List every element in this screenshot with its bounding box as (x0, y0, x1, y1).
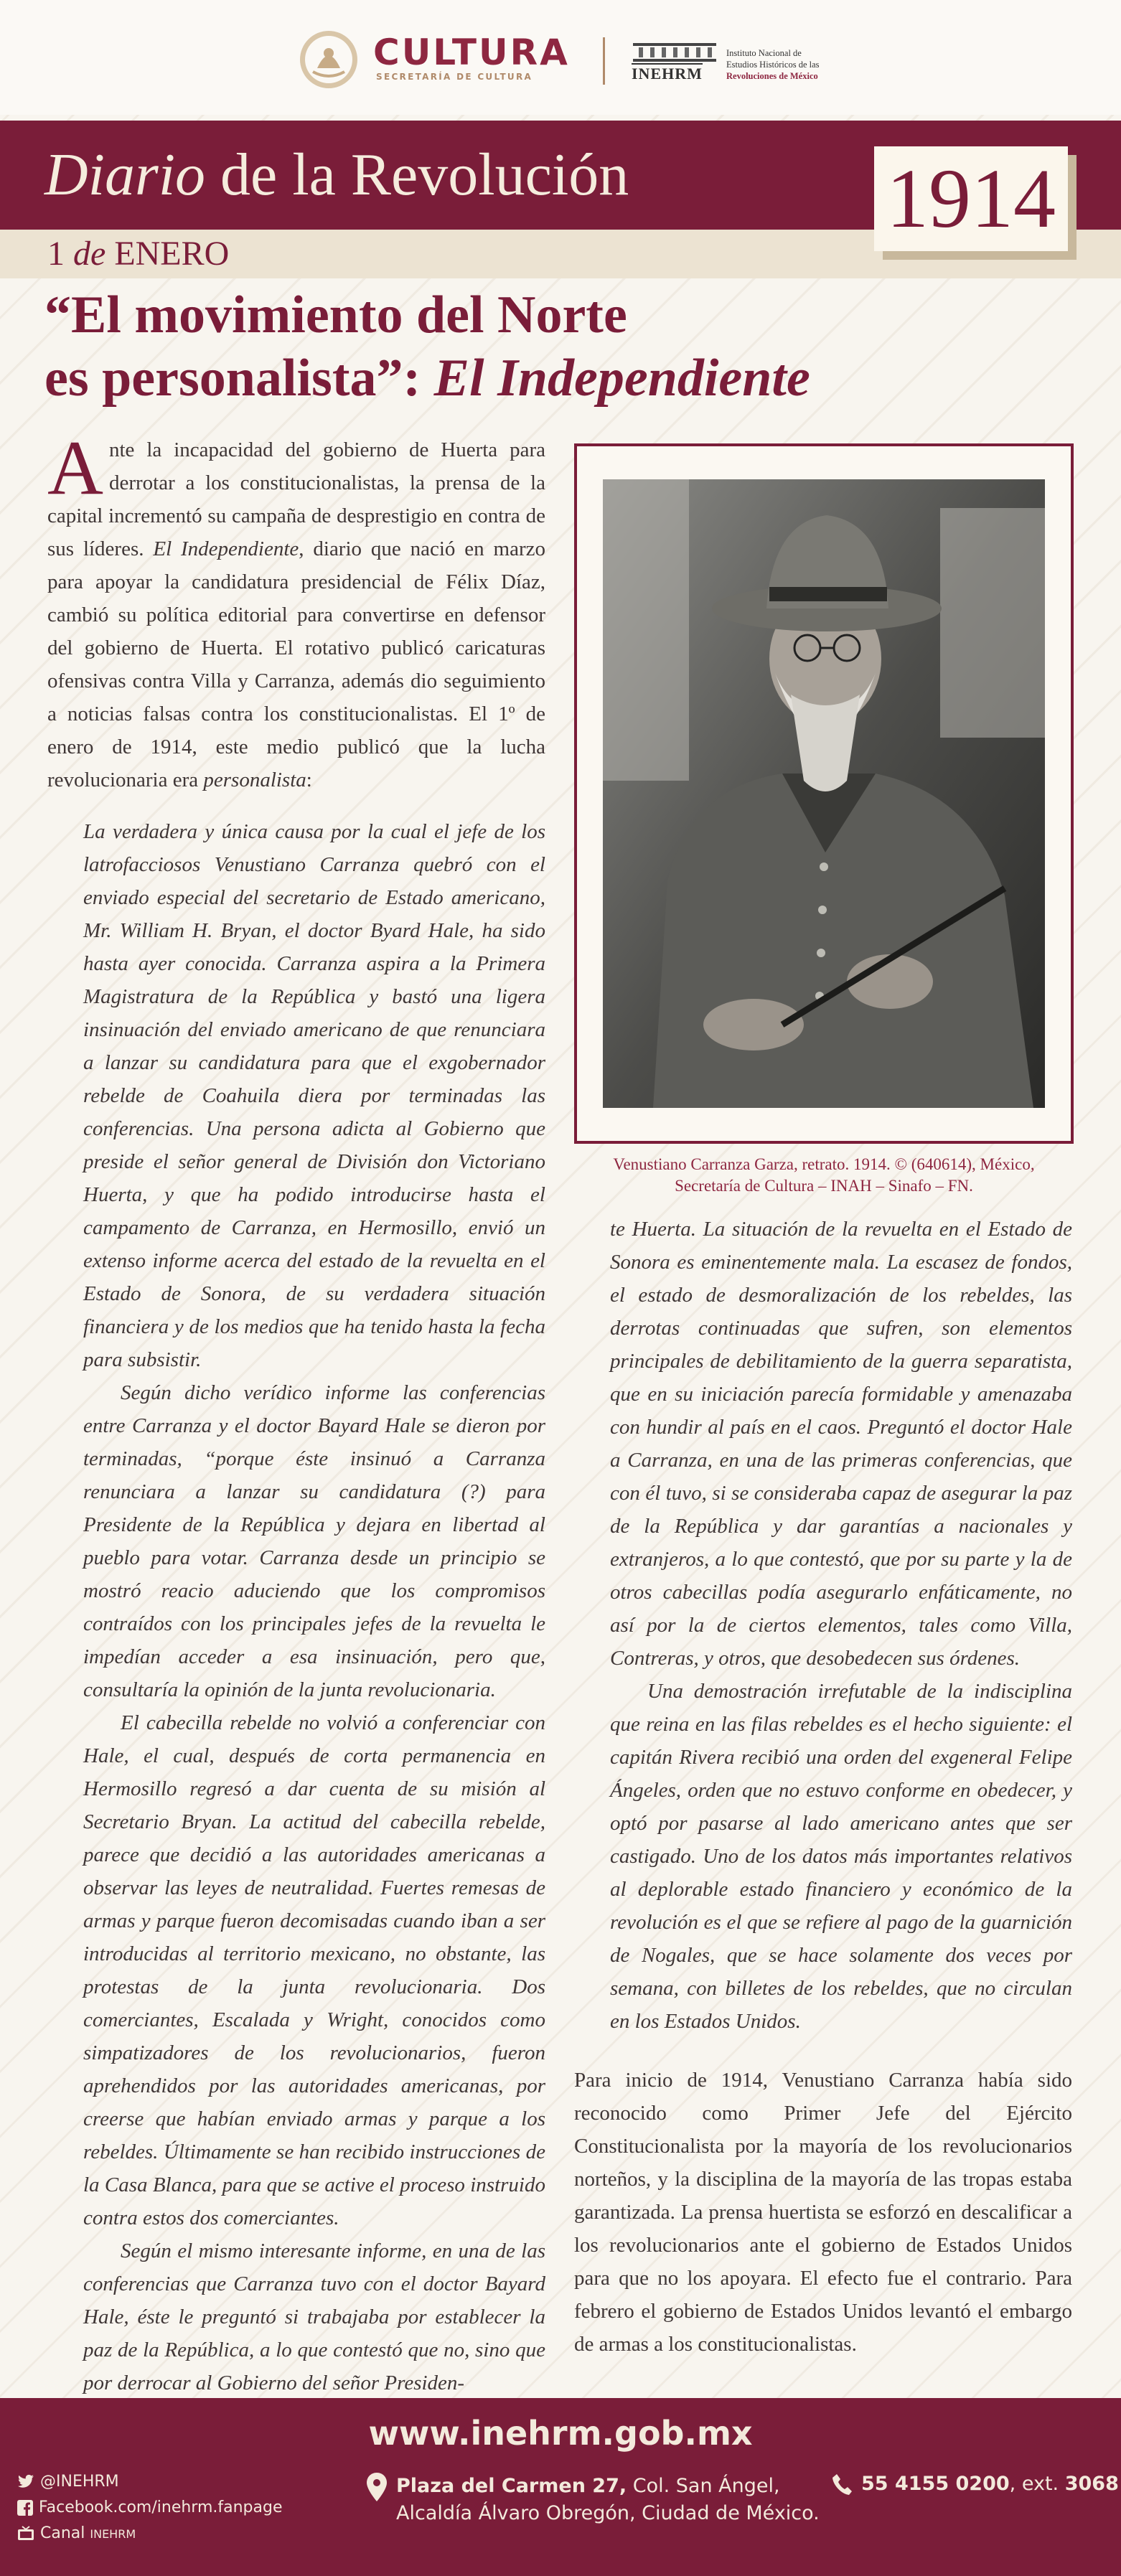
intro-text-3: : (306, 768, 312, 791)
headline-line2-start: es personalista”: (44, 349, 434, 408)
phone-ext: 3068 (1064, 2473, 1119, 2495)
intro-personalista: personalista (203, 768, 306, 791)
article-conclusion (574, 2064, 1072, 2361)
channel-name: INEHRM (90, 2527, 136, 2541)
phone-ext-label: , ext. (1009, 2473, 1065, 2495)
conclusion-paragraph: Para inicio de 1914, Venustiano Carranza había sido reconocido como Primer Jefe del Ejército Constitucionalista por la mayoría de los revolucionarios norteños, y la disciplina de la mayoría de las tropas estaba garantizada. La prensa huertista se esforzó en descalificar a los revolucionarios ante el gobierno de Estados Unidos para que no los apoyara. El efecto fue el contrario. Para febrero el gobierno de Estados Unidos levantó el embargo de armas a los constitucionalistas. (574, 2069, 1072, 2356)
headline-newspaper-name: El Independiente (433, 349, 810, 408)
address (396, 2473, 820, 2527)
facebook-link[interactable] (17, 2499, 283, 2516)
intro-newspaper-name: El Independiente (153, 537, 299, 560)
cultura-logo-title: CULTURA (373, 32, 570, 73)
mexico-seal-icon (296, 29, 362, 90)
date-day: 1 (47, 235, 65, 273)
channel-link[interactable] (17, 2524, 136, 2542)
inehrm-desc-line2: Estudios Históricos de las (726, 60, 820, 70)
tv-icon (17, 2526, 34, 2542)
inehrm-building-icon (632, 39, 718, 63)
headline-line1: “El movimiento del Norte (44, 286, 627, 344)
address-colonia: Col. San Ángel, (627, 2475, 780, 2497)
quote-paragraph-2: Según dicho verídico informe las conferencias entre Carranza y el doctor Bayard Hale se dieron por terminadas, “porque éste insinuó a Carranza renunciara a lanzar su candidatura (?) para Presidente de la República y dejara en libertad al pueblo para votar. Carranza desde un principio se mostró reacio aduciendo que los compromisos contraídos con los principales jefes de la revuelta le impedían acceder a esa insinuación, pero que, consultaría la opinión de la junta revolucionaria. (83, 1381, 545, 1701)
intro-text-2: , diario que nació en marzo para apoyar la candidatura presidencial de Félix Díaz, cambió su política editorial para convertirse en defensor del gobierno de Huerta. El rotativo publicó caricaturas ofensivas contra Villa y Carranza, además dio seguimiento a noticias falsas contra los constitucionalistas. El 1º de enero de 1914, este medio publicó que la lucha revolucionaria era (47, 537, 545, 791)
logo-divider (603, 37, 605, 85)
quote-paragraph-3: El cabecilla rebelde no volvió a conferenciar con Hale, el cual, después de corta permanencia en Hermosillo regresó a dar cuenta de su misión al Secretario Bryan. La actitud del cabecilla rebelde, parece que decidió a las autoridades americanas a observar las leyes de neutralidad. Fuertes remesas de armas y parque fueron decomisadas cuando iban a ser introducidas al territorio mexicano, no obstante, las protestas de la junta revolucionaria. Dos comerciantes, Escalada y Wright, conocidos como simpatizadores de los revolucionarios, fueron aprehendidos por las autoridades americanas, por creerse que habían enviado armas y parque a los rebeldes. Últimamente se han recibido instrucciones de la Casa Blanca, para que se active el proceso instruido contra estos dos comerciantes. (83, 1711, 545, 2229)
date-de: de (65, 235, 115, 273)
quote-column-right (610, 1213, 1072, 2038)
series-title (44, 141, 629, 208)
quote-paragraph-4-continued: te Huerta. La situación de la revuelta en el Estado de Sonora es eminentemente mala. La escasez de fondos, el estado de desmoralización de los rebeldes, las derrotas continuadas que sufren, son elementos principales de debilitamiento de la guerra separatista, que en su iniciación parecía formidable y amenazaba con hundir al país en el caos. Preguntó el doctor Hale a Carranza, en una de las primeras conferencias, que con él tuvo, si se consideraba capaz de asegurar la paz de la República y dar garantías a nacionales y extranjeros, a lo que contestó, que por su parte y la de otros cabecillas podía asegurarlo enfáticamente, no así por la de ciertos elementos, tales como Villa, Contreras, y otros, que desobedecen sus órdenes. (610, 1218, 1072, 1670)
date-line (47, 233, 229, 275)
article-intro (47, 426, 545, 796)
phone-icon (831, 2473, 853, 2497)
channel-label: Canal (40, 2524, 90, 2542)
address-line2: Alcaldía Álvaro Obregón, Ciudad de México. (396, 2502, 820, 2524)
photo-caption-line1: Venustiano Carranza Garza, retrato. 1914. © (640614), México, (613, 1155, 1035, 1173)
facebook-url: Facebook.com/inehrm.fanpage (39, 2499, 283, 2516)
intro-paragraph (47, 426, 545, 796)
phone-main: 55 4155 0200 (861, 2473, 1010, 2495)
cultura-logo-subtitle: SECRETARÍA DE CULTURA (376, 72, 533, 82)
twitter-icon (17, 2474, 34, 2490)
quote-column-left (83, 815, 545, 2399)
date-month: ENERO (114, 235, 230, 273)
photo-frame (574, 443, 1074, 1144)
phone-number[interactable] (861, 2473, 1119, 2495)
footer (0, 2398, 1121, 2576)
inehrm-logo-acronym: INEHRM (632, 65, 703, 83)
twitter-link[interactable] (17, 2473, 119, 2491)
intro-text-1: nte la incapacidad del gobierno de Huerta para derrotar a los constitucionalistas, la prensa de la capital incrementó su campaña de desprestigio en contra de sus líderes. (47, 438, 545, 560)
carranza-portrait-photo (603, 479, 1045, 1108)
quote-paragraph-4: Según el mismo interesante informe, en una de las conferencias que Carranza tuvo con el doctor Bayard Hale, éste le preguntó si trabajaba por establecer la paz de la República, a lo que contestó que no, sino que por derrocar al Gobierno del señor Presiden- (83, 2239, 545, 2394)
quote-paragraph-1: La verdadera y única causa por la cual el jefe de los latrofacciosos Venustiano Carranza quebró con el enviado especial del secretario de Estado americano, Mr. William H. Bryan, el doctor Byard Hale, ha sido hasta ayer conocida. Carranza aspira a la Primera Magistratura de la República y bastó una ligera insinuación del enviado americano de que renunciara a lanzar su candidatura para que el exgobernador rebelde de Coahuila diera por terminadas las conferencias. Una persona adicta al Gobierno que preside el señor general de División don Victoriano Huerta, y que ha podido introducirse hasta el campamento de Carranza, en Hermosillo, envió un extenso informe acerca del estado de la revuelta en el Estado de Sonora, de su verdadera situación financiera y de los medios que ha tenido hasta la fecha para subsistir. (83, 820, 545, 1371)
series-title-rest: de la Revolución (205, 141, 629, 208)
inehrm-desc-line3: Revoluciones de México (726, 71, 818, 81)
quote-paragraph-5: Una demostración irrefutable de la indisciplina que reina en las filas rebeldes es el hecho siguiente: el capitán Rivera recibió una orden del exgeneral Felipe Ángeles, orden que no estuvo conforme en obedecer, y optó por pasarse al lado americano antes que ser castigado. Uno de los datos más importantes relativos al deplorable estado financiero y económico de la revolución es el que se refiere al pago de la guarnición de Nogales, que se hace solamente dos veces por semana, con billetes de los rebeldes, que no circulan en los Estados Unidos. (610, 1680, 1072, 2033)
photo-caption (574, 1154, 1074, 1197)
inehrm-desc-line1: Instituto Nacional de (726, 48, 802, 58)
photo-caption-line2: Secretaría de Cultura – INAH – Sinafo – FN. (675, 1177, 973, 1195)
header-logos (0, 0, 1121, 115)
inehrm-logo-description (726, 47, 820, 82)
facebook-icon (17, 2500, 33, 2516)
article-headline (44, 283, 1049, 410)
map-pin-icon (366, 2473, 388, 2501)
year-label: 1914 (886, 151, 1056, 245)
series-title-italic: Diario (44, 141, 206, 208)
website-link[interactable]: www.inehrm.gob.mx (368, 2414, 753, 2453)
address-street: Plaza del Carmen 27, (396, 2475, 627, 2497)
drop-cap: A (47, 426, 103, 511)
twitter-handle: @INEHRM (40, 2473, 119, 2491)
